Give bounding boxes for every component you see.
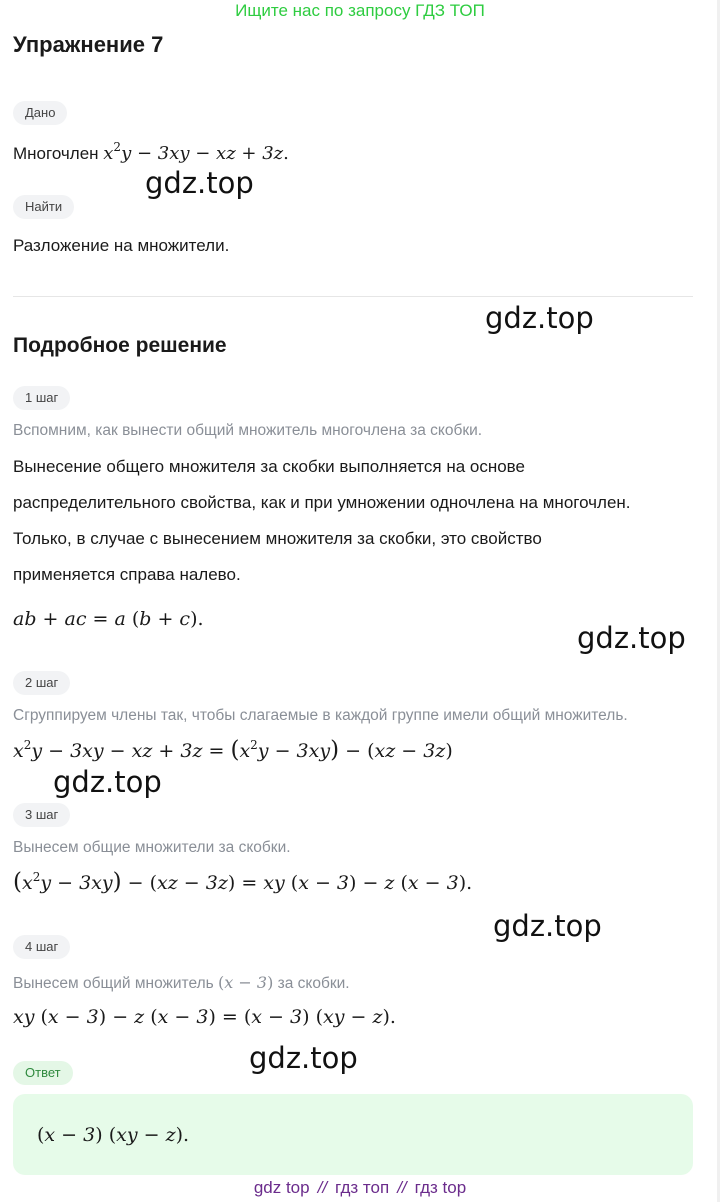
step-4 <box>13 935 70 959</box>
step-1-tag: 1 шаг <box>13 386 70 410</box>
step-1-line: Вынесение общего множителя за скобки выполняется на основе <box>13 457 525 476</box>
step-1-body <box>13 449 703 593</box>
footer-links <box>0 1177 720 1199</box>
footer-link-gdz-top[interactable]: gdz top <box>253 1178 310 1197</box>
step-4-hint-after: за скобки. <box>277 975 350 992</box>
find-section <box>13 195 74 219</box>
step-2-tag: 2 шаг <box>13 671 70 695</box>
step-2 <box>13 671 70 695</box>
given-tag: Дано <box>13 101 67 125</box>
given-line <box>13 141 289 167</box>
watermark: gdz.top <box>145 166 254 200</box>
watermark: gdz.top <box>249 1041 358 1075</box>
answer-formula: (x − 3) (xy − z). <box>37 1124 190 1146</box>
given-section <box>13 101 67 125</box>
answer-section <box>13 1061 73 1085</box>
watermark: gdz.top <box>53 765 162 799</box>
footer-separator: // <box>397 1178 407 1197</box>
step-1-line: распределительного свойства, как и при умножении одночлена на многочлен. <box>13 493 631 512</box>
step-4-hint-before: Вынесем общий множитель <box>13 975 214 992</box>
promo-banner: Ищите нас по запросу ГДЗ ТОП <box>235 1 485 20</box>
watermark: gdz.top <box>485 301 594 335</box>
footer-separator: // <box>317 1178 328 1197</box>
step-1-line: применяется справа налево. <box>13 565 241 584</box>
step-4-formula: xy (x − 3) − z (x − 3) = (x − 3) (xy − z). <box>13 1006 396 1028</box>
find-tag: Найти <box>13 195 74 219</box>
step-2-formula: $x^2y - 3xy$ − xz + $3z = (x^2y - 3xy) - (xz - 3z)$ <box>13 737 453 763</box>
step-2-hint: Сгруппируем члены так, чтобы слагаемые в каждой группе имели общий множитель. <box>13 707 628 724</box>
footer-link-gdz-top-ru[interactable]: гдз топ <box>335 1178 390 1197</box>
divider <box>13 296 693 297</box>
step-1 <box>13 386 70 410</box>
watermark: gdz.top <box>493 909 602 943</box>
step-1-line: Только, в случае с вынесением множителя за скобки, это свойство <box>13 529 542 548</box>
step-3-formula: $(x^2y - 3xy) - (xz - 3z)$ = xy (x − 3) − z (x − 3). <box>13 869 473 895</box>
step-3-hint: Вынесем общие множители за скобки. <box>13 839 291 856</box>
given-text: Многочлен <box>13 144 99 163</box>
watermark: gdz.top <box>577 621 686 655</box>
answer-box <box>13 1094 693 1175</box>
answer-tag: Ответ <box>13 1061 73 1085</box>
step-3 <box>13 803 70 827</box>
step-1-formula: ab + ac = a (b + c). <box>13 608 204 630</box>
step-1-hint: Вспомним, как вынести общий множитель многочлена за скобки. <box>13 422 483 439</box>
given-polynomial: $x^2y - 3xy$ − xz + 3z. <box>103 140 289 164</box>
solution-title: Подробное решение <box>13 334 227 357</box>
find-text: Разложение на множители. <box>13 236 230 255</box>
step-4-hint <box>13 970 350 996</box>
step-3-tag: 3 шаг <box>13 803 70 827</box>
footer-link-gdz-top-mixed[interactable]: гдз top <box>414 1178 467 1197</box>
step-4-hint-formula: (x − 3) <box>218 973 274 992</box>
page-title: Упражнение 7 <box>13 32 164 57</box>
step-4-tag: 4 шаг <box>13 935 70 959</box>
